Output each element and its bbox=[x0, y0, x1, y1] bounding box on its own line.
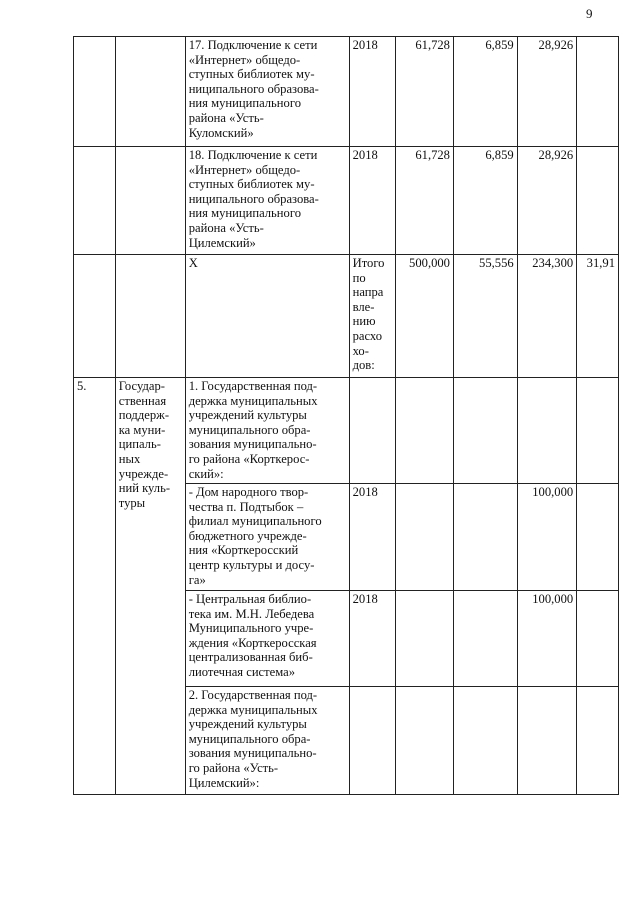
description-cell: 1. Государственная под- держка муниципальных учреждений культуры муниципального обра- зования муниципально- го района «Корткерос- ский»: bbox=[185, 378, 349, 484]
value-cell: 28,926 bbox=[517, 147, 577, 255]
total-row bbox=[74, 255, 619, 378]
value-cell: 500,000 bbox=[395, 255, 453, 378]
value-cell: 31,91 bbox=[577, 255, 619, 378]
section-cell bbox=[115, 37, 185, 147]
section-cell bbox=[115, 255, 185, 378]
value-cell: 100,000 bbox=[517, 484, 577, 591]
value-cell bbox=[577, 37, 619, 147]
section-cell bbox=[115, 147, 185, 255]
value-cell bbox=[517, 687, 577, 795]
value-cell bbox=[453, 591, 517, 687]
description-cell: Х bbox=[185, 255, 349, 378]
page-number: 9 bbox=[586, 6, 593, 21]
number-cell bbox=[74, 37, 116, 147]
description-cell: 18. Подключение к сети «Интернет» общедо- ступных библиотек му- ниципального образова- ния муниципального района «Усть- Цилемский» bbox=[185, 147, 349, 255]
year-cell bbox=[349, 687, 395, 795]
value-cell bbox=[395, 484, 453, 591]
number-cell bbox=[74, 147, 116, 255]
section-number-cell: 5. bbox=[74, 378, 116, 795]
year-cell: 2018 bbox=[349, 147, 395, 255]
value-cell: 100,000 bbox=[517, 591, 577, 687]
value-cell: 28,926 bbox=[517, 37, 577, 147]
value-cell bbox=[395, 591, 453, 687]
value-cell bbox=[577, 591, 619, 687]
value-cell bbox=[395, 378, 453, 484]
value-cell: 6,859 bbox=[453, 37, 517, 147]
description-cell: 17. Подключение к сети «Интернет» общедо- ступных библиотек му- ниципального образова- ния муниципального района «Усть- Куломский» bbox=[185, 37, 349, 147]
table-row bbox=[74, 147, 619, 255]
value-cell bbox=[577, 484, 619, 591]
value-cell bbox=[577, 147, 619, 255]
value-cell: 234,300 bbox=[517, 255, 577, 378]
value-cell bbox=[453, 484, 517, 591]
description-cell: 2. Государственная под- держка муниципальных учреждений культуры муниципального обра- зования муниципально- го района «Усть- Цилемский»: bbox=[185, 687, 349, 795]
value-cell bbox=[453, 378, 517, 484]
table-row bbox=[74, 378, 619, 484]
budget-table bbox=[73, 36, 619, 795]
year-cell: 2018 bbox=[349, 591, 395, 687]
value-cell bbox=[395, 687, 453, 795]
description-cell: - Дом народного твор- чества п. Подтыбок – филиал муниципального бюджетного учрежде- ния «Корткеросский центр культуры и досу- га» bbox=[185, 484, 349, 591]
number-cell bbox=[74, 255, 116, 378]
value-cell: 55,556 bbox=[453, 255, 517, 378]
year-cell: 2018 bbox=[349, 484, 395, 591]
table-row bbox=[74, 37, 619, 147]
section-title-cell: Государ- ственная поддерж- ка муни- ципаль- ных учрежде- ний куль- туры bbox=[115, 378, 185, 795]
year-cell bbox=[349, 378, 395, 484]
description-cell: - Центральная библио- тека им. М.Н. Лебедева Муниципального учре- ждения «Корткеросская централизованная биб- лиотечная система» bbox=[185, 591, 349, 687]
value-cell: 61,728 bbox=[395, 147, 453, 255]
value-cell bbox=[577, 687, 619, 795]
value-cell bbox=[517, 378, 577, 484]
value-cell bbox=[577, 378, 619, 484]
value-cell: 6,859 bbox=[453, 147, 517, 255]
value-cell bbox=[453, 687, 517, 795]
total-label-cell: Итого по напра вле- нию расхо хо- дов: bbox=[349, 255, 395, 378]
value-cell: 61,728 bbox=[395, 37, 453, 147]
year-cell: 2018 bbox=[349, 37, 395, 147]
